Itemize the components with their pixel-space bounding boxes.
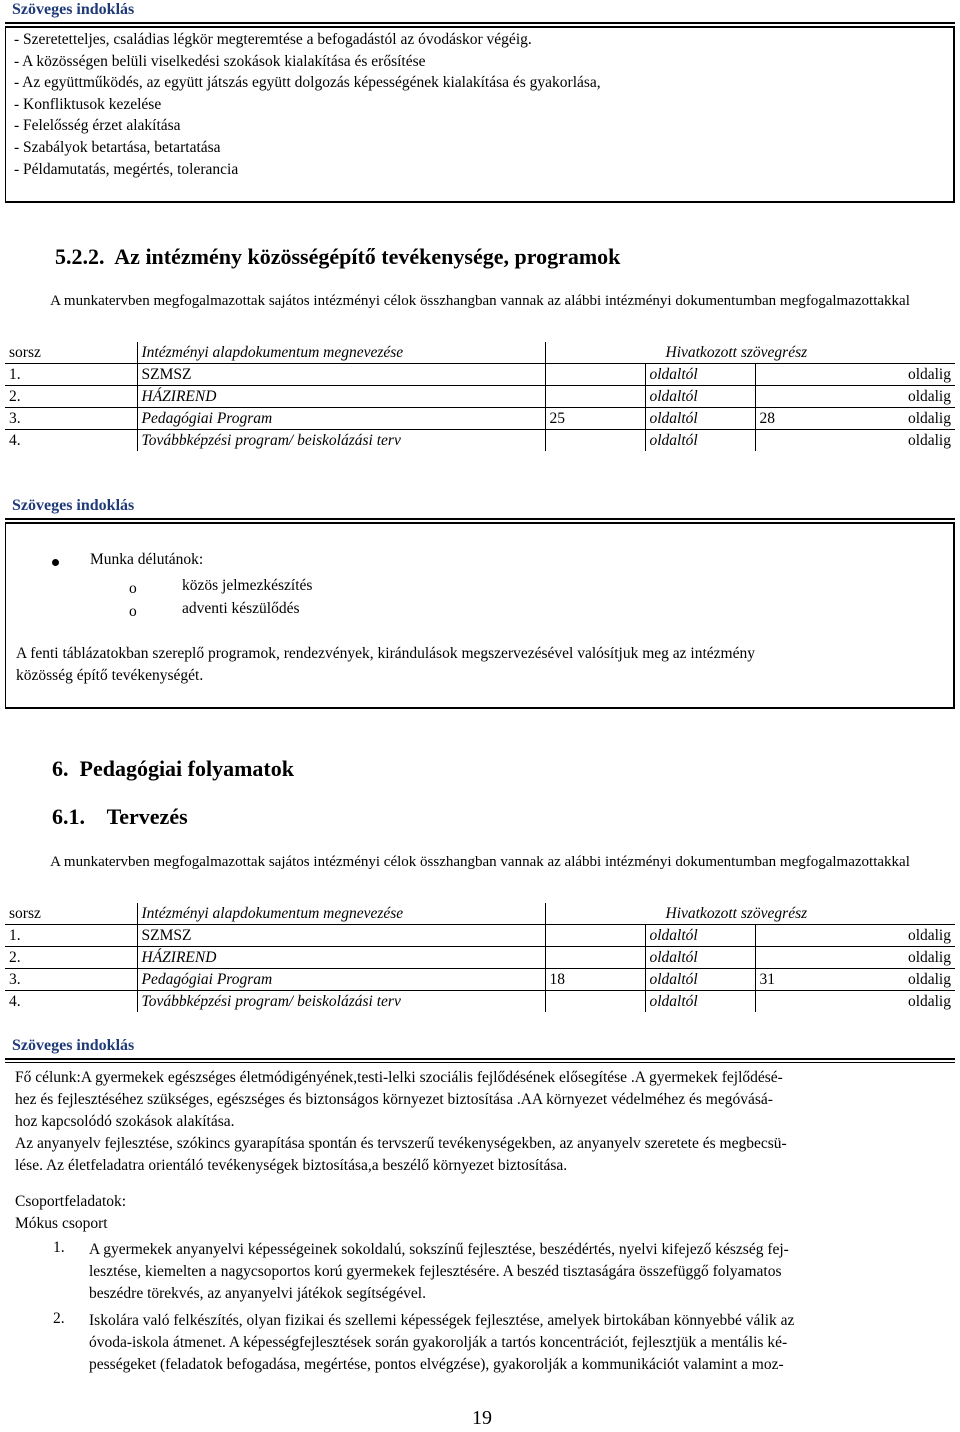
table-header: Intézményi alapdokumentum megnevezése	[137, 903, 545, 925]
text-line: Iskolára való felkészítés, olyan fizikai és szellemi képességek fejlesztése, amelyek birtokában könnyebbé válik az	[89, 1312, 795, 1329]
circle-icon: o	[129, 603, 137, 620]
table-cell: 25	[545, 408, 645, 430]
paragraph-line: közösség építő tevékenységét.	[16, 667, 204, 684]
sub-item: adventi készülődés	[182, 600, 300, 617]
table-row	[5, 408, 955, 430]
table-row	[5, 925, 955, 947]
table-cell: oldaltól	[645, 969, 755, 991]
table-cell	[545, 947, 645, 969]
item-number: 1.	[53, 1239, 65, 1256]
to-page: 31	[759, 971, 775, 988]
list-item: - A közösségen belüli viselkedési szokások kialakítása és erősítése	[14, 52, 426, 70]
table-cell: oldaltól	[645, 408, 755, 430]
table-cell: 18	[545, 969, 645, 991]
table-cell: 4.	[9, 432, 21, 449]
paragraph-line: A fenti táblázatokban szereplő programok, rendezvények, kirándulások megszervezésével valósítjuk meg az intézmény	[16, 645, 755, 662]
chapter-heading: 6. Pedagógiai folyamatok	[52, 756, 294, 781]
table-cell: oldaltól	[645, 925, 755, 947]
table-cell: oldalig	[755, 364, 955, 386]
table-cell: 1.	[5, 364, 137, 386]
table-cell: 2.	[5, 386, 137, 408]
table-cell: oldalig	[755, 925, 955, 947]
list-item: - Szeretetteljes, családias légkör megteremtése a befogadástól az óvodáskor végéig.	[14, 31, 532, 48]
table-cell: Pedagógiai Program	[137, 969, 545, 991]
item-number: 2.	[53, 1310, 65, 1327]
table-cell: 3.	[5, 408, 137, 430]
table-cell: 3.	[5, 969, 137, 991]
group-name: Mókus csoport	[15, 1215, 108, 1232]
table-cell: oldalig	[755, 386, 955, 408]
table-cell: 2.	[5, 947, 137, 969]
table-cell: oldalig	[755, 991, 955, 1013]
text-line: hez és fejlesztéséhez szükséges, egészséges és biztonságos környezet biztosítása .AA környezet védelméhez és megóvásá-	[15, 1091, 773, 1108]
table-cell	[545, 364, 645, 386]
table-cell	[545, 430, 645, 452]
item-text	[89, 1310, 949, 1376]
table-row	[5, 991, 955, 1013]
section-heading: 6.1. Tervezés	[52, 804, 188, 829]
reference-table	[5, 342, 955, 451]
table-row	[5, 947, 955, 969]
table-row	[5, 386, 955, 408]
table-cell: HÁZIREND	[137, 947, 545, 969]
table-row	[5, 364, 955, 386]
page-number: 19	[472, 1407, 492, 1429]
text-line: Az anyanyelv fejlesztése, szókincs gyarapítása spontán és tervszerű tevékenységekben, az anyanyelv szeretete és megbecsü-	[15, 1135, 787, 1152]
list-item: - Felelősség érzet alakítása	[14, 117, 181, 135]
to-page: 28	[759, 410, 775, 427]
table-cell: 4.	[9, 993, 21, 1010]
text-block	[15, 1067, 945, 1177]
section-heading: 5.2.2. Az intézmény közösségépítő tevékenysége, programok	[55, 244, 621, 269]
group-title: Csoportfeladatok:	[15, 1193, 127, 1210]
item-text	[89, 1239, 949, 1305]
intro-text: A munkatervben megfogalmazottak sajátos intézményi célok összhangban vannak az alábbi intézményi dokumentumban megfogalmazottakkal	[50, 293, 910, 309]
table-cell: Továbbképzési program/ beiskolázási terv	[137, 430, 545, 452]
reference-table	[5, 903, 955, 1012]
text-line: hoz kapcsolódó szokások alakítása.	[15, 1113, 235, 1130]
table-cell	[755, 969, 955, 991]
table-header-row	[5, 342, 955, 364]
table-cell: SZMSZ	[137, 925, 545, 947]
table-cell: oldaltól	[645, 386, 755, 408]
table-cell: Továbbképzési program/ beiskolázási terv	[137, 991, 545, 1013]
text-line: óvoda-iskola átmenet. A képességfejlesztések során gyakorolják a tartós koncentrációt, fejlesztjük a mentális ké-	[89, 1334, 788, 1351]
table-cell: oldalig	[755, 430, 955, 452]
text-line: pességeket (feladatok befogadása, megértése, pontos elvégzése), gyakorolják a kommunikációt valamint a moz-	[89, 1356, 784, 1373]
list-item: - Példamutatás, megértés, tolerancia	[14, 160, 239, 178]
table-cell: oldaltól	[645, 430, 755, 452]
text-line: beszédre törekvés, az anyanyelvi játékok segítségével.	[89, 1285, 426, 1302]
table-header: Hivatkozott szövegrész	[545, 342, 955, 364]
circle-icon: o	[129, 580, 137, 597]
table-header: Hivatkozott szövegrész	[545, 903, 955, 925]
list-item: - Konfliktusok kezelése	[14, 95, 162, 113]
table-cell	[545, 925, 645, 947]
text-line: lése. Az életfeladatra orientáló tevékenységek biztosítása,a beszélő környezet biztosítása.	[15, 1157, 568, 1174]
to-label: oldalig	[907, 410, 951, 427]
table-cell: oldaltól	[645, 991, 755, 1013]
text-box	[5, 27, 955, 203]
table-cell: oldalig	[755, 947, 955, 969]
section-header: Szöveges indoklás	[12, 1, 135, 18]
to-label: oldalig	[907, 971, 951, 988]
text-line: lesztése, kiemelten a nagycsoportos korú gyermekek fejlesztésére. A beszéd tisztaságára összefüggő folyamatos	[89, 1263, 782, 1280]
table-cell: SZMSZ	[137, 364, 545, 386]
table-header: sorsz	[5, 903, 137, 925]
table-header: Intézményi alapdokumentum megnevezése	[137, 342, 545, 364]
table-cell	[545, 386, 645, 408]
section-header: Szöveges indoklás	[12, 1037, 135, 1054]
table-header-row	[5, 903, 955, 925]
text-line: Fő célunk:A gyermekek egészséges életmódigényének,testi-lelki szociális fejlődésének elősegítése .A gyermekek fejlődésé-	[15, 1069, 783, 1086]
table-cell: HÁZIREND	[137, 386, 545, 408]
header-rule	[5, 1058, 955, 1063]
bullet-text: Munka délutánok:	[90, 551, 204, 568]
text-line: A gyermekek anyanyelvi képességeinek sokoldalú, sokszínű fejlesztése, beszédértés, nyelvi kifejező készség fej-	[89, 1241, 789, 1258]
table-cell	[545, 991, 645, 1013]
sub-item: közös jelmezkészítés	[182, 577, 313, 594]
section-header: Szöveges indoklás	[12, 497, 135, 514]
table-cell: oldaltól	[645, 947, 755, 969]
table-row	[5, 430, 955, 452]
intro-text: A munkatervben megfogalmazottak sajátos intézményi célok összhangban vannak az alábbi intézményi dokumentumban megfogalmazottakkal	[50, 854, 910, 870]
table-cell: oldaltól	[645, 364, 755, 386]
bullet-icon	[52, 559, 59, 566]
table-row	[5, 969, 955, 991]
text-box	[5, 523, 955, 709]
table-cell: Pedagógiai Program	[137, 408, 545, 430]
table-cell	[755, 408, 955, 430]
list-item: - Az együttműködés, az együtt játszás együtt dolgozás képességének kialakítása és gyakorlása,	[14, 74, 601, 92]
list-item: - Szabályok betartása, betartatása	[14, 138, 221, 156]
table-header: sorsz	[5, 342, 137, 364]
table-cell: 1.	[5, 925, 137, 947]
